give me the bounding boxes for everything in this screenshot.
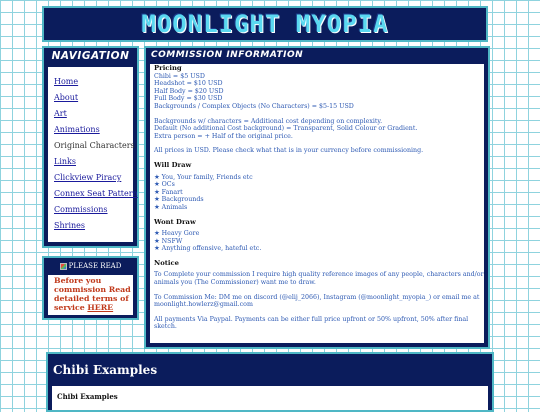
nav-item-original-characters: Original Characters xyxy=(54,141,135,150)
nav-link-connex-seat-pattern[interactable]: Connex Seat Pattern xyxy=(54,189,138,198)
will-draw-heading: Will Draw xyxy=(154,160,192,169)
price-line: Chibi = $5 USD xyxy=(154,72,205,80)
please-read-text xyxy=(48,275,133,315)
nav-link-commissions[interactable]: Commissions xyxy=(54,205,108,214)
chibi-examples-body xyxy=(52,386,488,410)
price-line: Full Body = $30 USD xyxy=(154,95,223,103)
tos-notice-text: Before you commission Read detailed terms of service xyxy=(54,276,131,312)
navigation-panel xyxy=(42,46,139,248)
chibi-examples-section xyxy=(46,352,494,412)
price-line: Headshot = $10 USD xyxy=(154,80,223,88)
commission-info-header: COMMISSION INFORMATION xyxy=(151,50,304,60)
please-read-box xyxy=(42,256,139,320)
will-draw-item: ★ OCs xyxy=(154,181,175,189)
payment-line: All payments Via Paypal. Payments can be either full price upfront or 50% upfront, 50% after final sketch. xyxy=(154,315,469,331)
commission-info-body xyxy=(150,64,484,343)
chibi-examples-title: Chibi Examples xyxy=(53,363,158,377)
broken-image-icon xyxy=(60,263,67,270)
nav-link-art[interactable]: Art xyxy=(54,109,67,118)
navigation-list xyxy=(48,67,138,242)
site-title: MOONLIGHT MYOPIA xyxy=(141,10,389,38)
nav-link-home[interactable]: Home xyxy=(54,77,79,86)
will-draw-item: ★ You, Your family, Friends etc xyxy=(154,173,253,181)
contact-line: To Commission Me: DM me on discord (@elij_2066), Instagram (@moonlight_myopia_) or email me at xyxy=(154,293,480,301)
background-note: Backgrounds w/ characters = Additional cost depending on complexity. xyxy=(154,117,383,125)
will-draw-item: ★ Backgrounds xyxy=(154,196,204,204)
wont-draw-item: ★ NSFW xyxy=(154,237,183,245)
nav-link-clickview-piracy[interactable]: Clickview Piracy xyxy=(54,173,122,182)
price-line: Backgrounds / Complex Objects (No Characters) = $5-15 USD xyxy=(154,102,354,110)
will-draw-item: ★ Animals xyxy=(154,203,188,211)
nav-link-about[interactable]: About xyxy=(54,93,79,102)
please-read-alt-text: PLEASE READ xyxy=(68,262,122,270)
background-note: Extra person = + Half of the original price. xyxy=(154,132,293,140)
notice-line: To Complete your commission I require high quality reference images of any people, characters and/or xyxy=(154,271,484,279)
tos-here-link[interactable]: HERE xyxy=(87,303,114,312)
chibi-examples-subtitle: Chibi Examples xyxy=(57,392,118,401)
background-note: Default (No additional Cost background) = Transparent, Solid Colour or Gradient. xyxy=(154,125,418,133)
wont-draw-item: ★ Anything offensive, hateful etc. xyxy=(154,245,262,253)
will-draw-item: ★ Fanart xyxy=(154,188,183,196)
nav-link-shrines[interactable]: Shrines xyxy=(54,221,86,230)
notice-heading: Notice xyxy=(154,258,179,267)
wont-draw-item: ★ Heavy Gore xyxy=(154,230,200,238)
commission-info-panel xyxy=(144,46,490,349)
wont-draw-heading: Wont Draw xyxy=(154,217,196,226)
nav-link-animations[interactable]: Animations xyxy=(54,125,100,134)
contact-email: moonlight.howlerz@gmail.com xyxy=(154,301,253,309)
please-read-image xyxy=(44,258,137,274)
site-banner xyxy=(42,6,488,42)
notice-line: animals you (The Commissioner) want me to draw. xyxy=(154,279,316,287)
navigation-header: NAVIGATION xyxy=(51,50,130,62)
nav-link-links[interactable]: Links xyxy=(54,157,76,166)
price-line: Half Body = $20 USD xyxy=(154,87,224,95)
currency-note: All prices in USD. Please check what that is in your currency before commissioning. xyxy=(154,147,424,155)
pricing-heading: Pricing xyxy=(154,64,182,72)
